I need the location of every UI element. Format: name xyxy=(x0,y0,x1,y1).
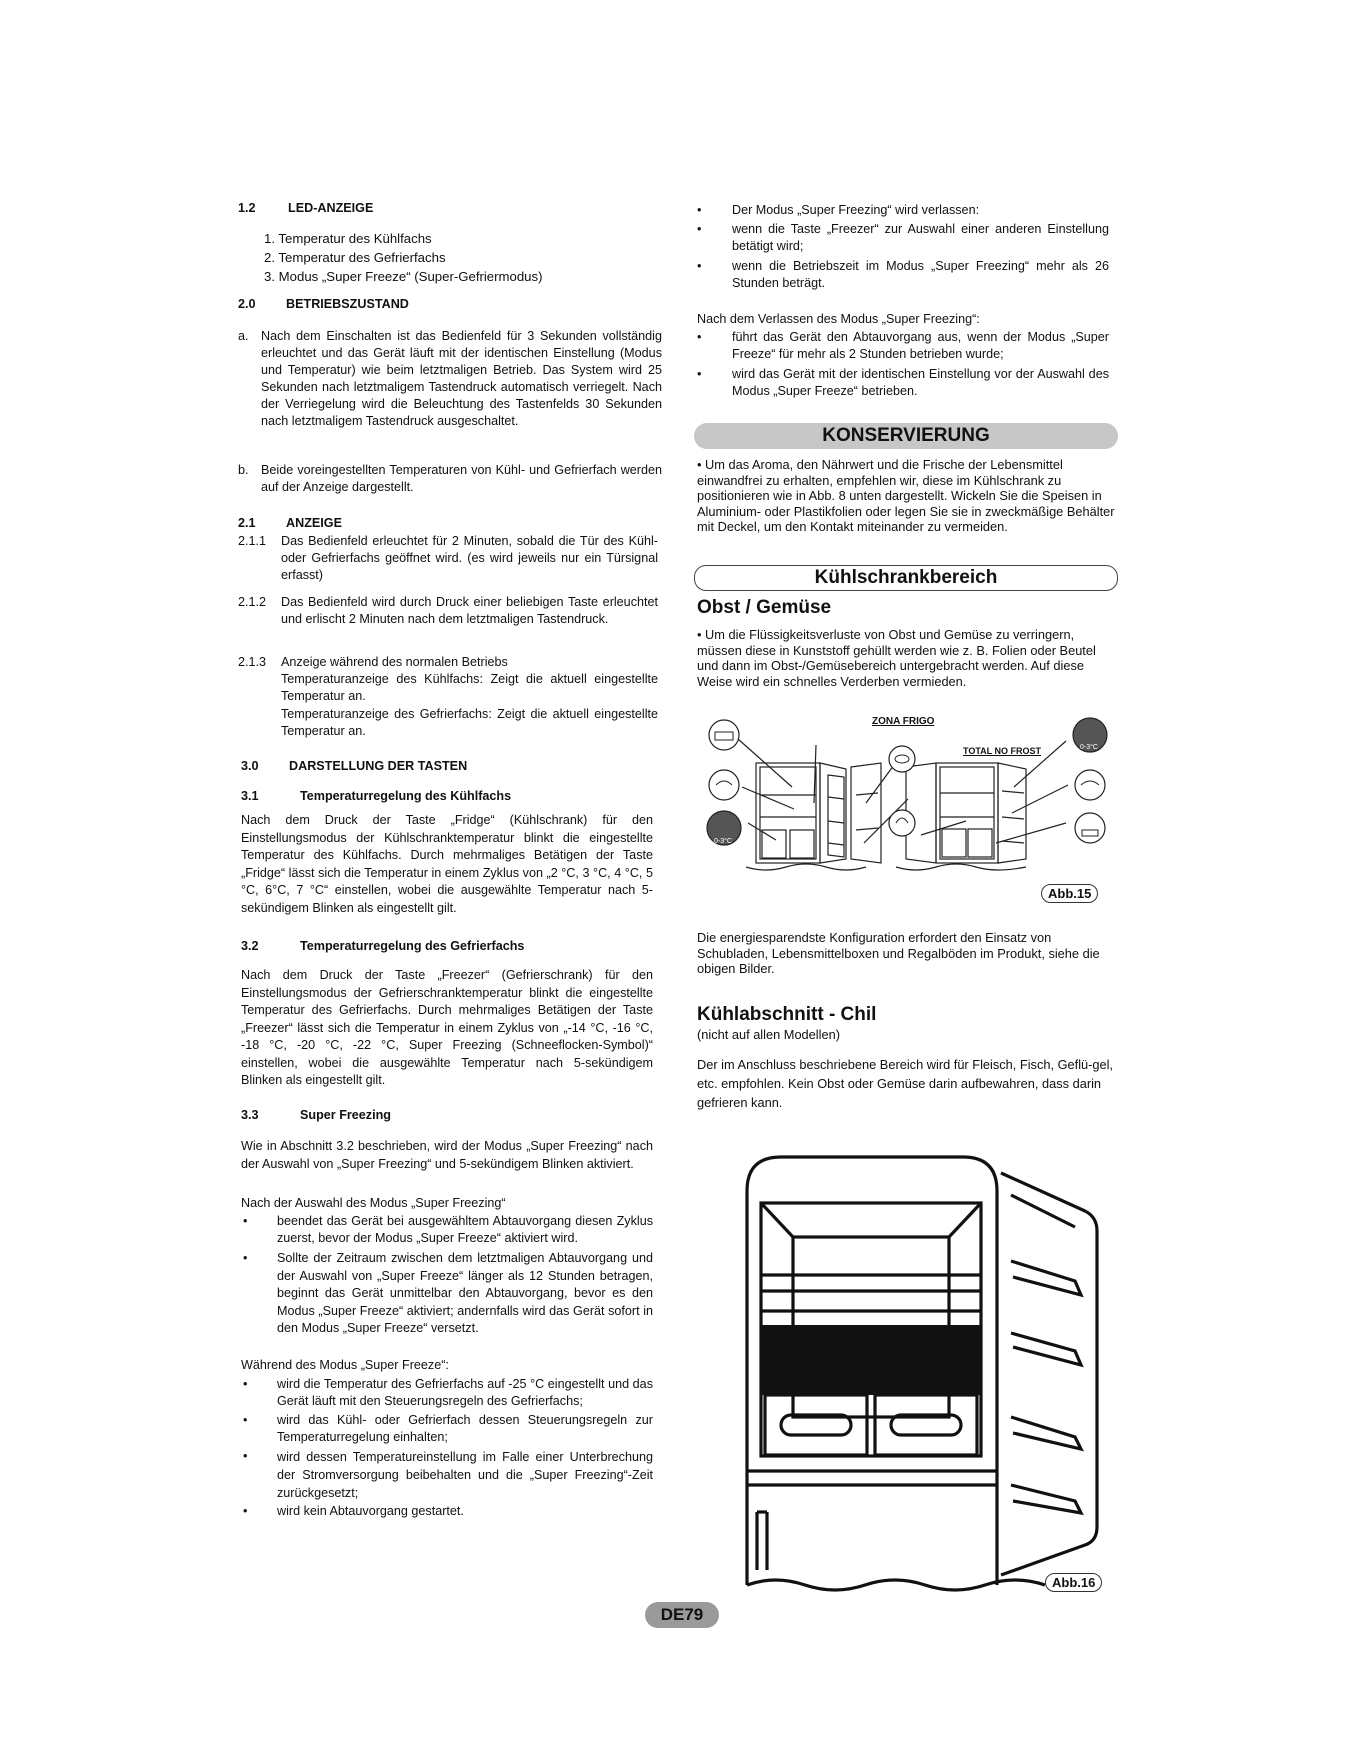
during-super-freeze: Während des Modus „Super Freeze“: xyxy=(241,1358,449,1372)
kuehlschrankbereich-banner: Kühlschrankbereich xyxy=(694,565,1118,591)
obst-gemuese-text: • Um die Flüssigkeitsverluste von Obst und Gemüse zu verringern, müssen diese in Kunststoff gehüllt werden wie z. B. Folien oder Beutel und dann im Obst-/Gemüsebereich untergebracht werden. Auf diese Weise wird ein schnelles Verderben vermieden. xyxy=(697,627,1096,689)
chil-text: Der im Anschluss beschriebene Bereich wird für Fleisch, Fisch, Geflü-gel, etc. empfohlen. Kein Obst oder Gemüse darin aufbewahren, dass darin gefrieren kann. xyxy=(697,1057,1114,1110)
led-item-2: 2. Temperatur des Gefrierfachs xyxy=(264,250,446,265)
fridge-chill-illustration xyxy=(735,1155,1120,1595)
figure-16 xyxy=(735,1155,1120,1595)
temp-label-right: 0-3°C xyxy=(1080,744,1098,751)
section-3-3-text: Wie in Abschnitt 3.2 beschrieben, wird der Modus „Super Freezing“ nach der Auswahl von „Super Freezing“ und 5-sekündigem Blinken aktiviert. xyxy=(241,1139,653,1171)
section-3-1-text: Nach dem Druck der Taste „Fridge“ (Kühlschrank) für den Einstellungsmodus der Kühlschranktemperatur blinkt die eingestellte Temperatur des Kühlfachs. Durch mehrmaliges Betätigen der Taste „Fridge“ lässt sich die Temperatur in einem Zyklus von „2 °C, 3 °C, 4 °C, 5 °C, 6°C, 7 °C“ einstellen, wobei die ausgewählte Temperatur nach 5-sekündigem Blinken als eingestellt gilt. xyxy=(241,813,653,915)
total-no-frost-label: TOTAL NO FROST xyxy=(963,746,1041,756)
chil-heading: Kühlabschnitt - Chil xyxy=(697,1004,877,1025)
zona-frigo-label: ZONA FRIGO xyxy=(872,716,935,727)
konservierung-banner: KONSERVIERUNG xyxy=(694,423,1118,449)
fridge-zones-illustration xyxy=(696,705,1118,905)
section-3-2-text: Nach dem Druck der Taste „Freezer“ (Gefrierschrank) für den Einstellungsmodus der Gefrierschranktemperatur blinkt die eingestellte Temperatur des Gefrierfachs. Durch mehrmaliges Betätigen der Taste „Freezer“ lässt sich die Temperatur in einem Zyklus von „-14 °C, -16 °C, -18 °C, -20 °C, -22 °C, Super Freezing (Schneeflocken-Symbol)“ einstellen, wobei die ausgewählte Temperatur nach 5-sekündigem Blinken als eingestellt gilt. xyxy=(241,968,653,1087)
obst-gemuese-heading: Obst / Gemüse xyxy=(697,597,832,618)
chil-subtitle: (nicht auf allen Modellen) xyxy=(697,1027,840,1042)
abb16-badge: Abb.16 xyxy=(1045,1573,1102,1592)
temp-label-left: 0-3°C xyxy=(714,838,732,845)
led-item-1: 1. Temperatur des Kühlfachs xyxy=(264,231,432,246)
energy-text: Die energiesparendste Konfiguration erfordert den Einsatz von Schubladen, Lebensmittelboxen und Regalböden im Produkt, siehe die obigen Bilder. xyxy=(697,930,1100,976)
after-exit-heading: Nach dem Verlassen des Modus „Super Freezing“: xyxy=(697,312,980,326)
page-number: DE79 xyxy=(645,1602,719,1628)
led-list xyxy=(264,229,543,286)
konservierung-text: • Um das Aroma, den Nährwert und die Frische der Lebensmittel einwandfrei zu erhalten, empfehlen wir, diese im Kühlschrank zu positionieren wie in Abb. 8 unten dargestellt. Wickeln Sie die Speisen in Aluminium- oder Plastikfolien oder legen Sie sie in zweckmäßige Behälter mit Deckel, um den Kontakt miteinander zu vermeiden. xyxy=(697,457,1115,534)
abb15-badge: Abb.15 xyxy=(1041,884,1098,903)
led-item-3: 3. Modus „Super Freeze“ (Super-Gefriermodus) xyxy=(264,269,543,284)
section-3-3-after: Nach der Auswahl des Modus „Super Freezing“ xyxy=(241,1196,506,1210)
figure-15 xyxy=(696,705,1118,905)
